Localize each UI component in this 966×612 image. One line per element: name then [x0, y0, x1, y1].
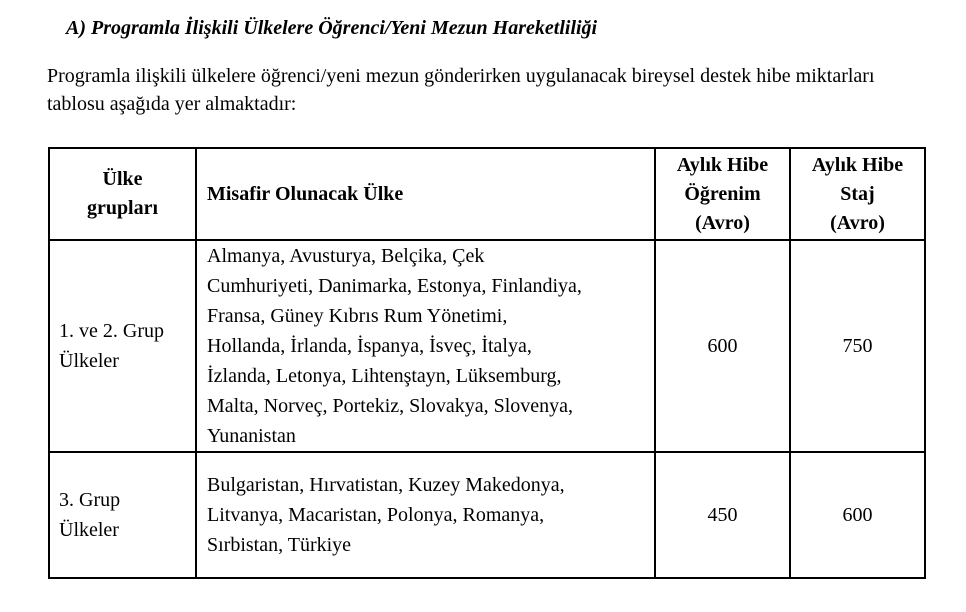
intro-paragraph: Programla ilişkili ülkelere öğrenci/yeni mezun gönderirken uygulanacak bireysel destek hibe miktarları tablosu aşağıda yer almaktadır: — [47, 65, 875, 115]
internship-grant-value: 750 — [790, 240, 925, 452]
table-header-row — [49, 148, 925, 240]
header-monthly-grant-study: Aylık Hibe Öğrenim (Avro) — [655, 148, 790, 240]
group-cell: 3. Grup Ülkeler — [49, 452, 196, 578]
header-country-groups: Ülke grupları — [49, 148, 196, 240]
table-row — [49, 240, 925, 452]
study-grant-value: 600 — [655, 240, 790, 452]
table-row — [49, 452, 925, 578]
study-grant-value: 450 — [655, 452, 790, 578]
country-list-cell: Almanya, Avusturya, Belçika, Çek Cumhuriyeti, Danimarka, Estonya, Finlandiya, Fransa, Güney Kıbrıs Rum Yönetimi, Hollanda, İrlanda, İspanya, İsveç, İtalya, İzlanda, Letonya, Lihtenştayn, Lüksemburg, Malta, Norveç, Portekiz, Slovakya, Slovenya, Yunanistan — [196, 240, 655, 452]
internship-grant-value: 600 — [790, 452, 925, 578]
grant-table — [48, 147, 926, 579]
header-monthly-grant-internship: Aylık Hibe Staj (Avro) — [790, 148, 925, 240]
group-cell: 1. ve 2. Grup Ülkeler — [49, 240, 196, 452]
section-heading: A) Programla İlişkili Ülkelere Öğrenci/Yeni Mezun Hareketliliği — [66, 17, 598, 39]
header-host-country: Misafir Olunacak Ülke — [196, 148, 655, 240]
country-list-cell: Bulgaristan, Hırvatistan, Kuzey Makedonya, Litvanya, Macaristan, Polonya, Romanya, Sırbistan, Türkiye — [196, 452, 655, 578]
